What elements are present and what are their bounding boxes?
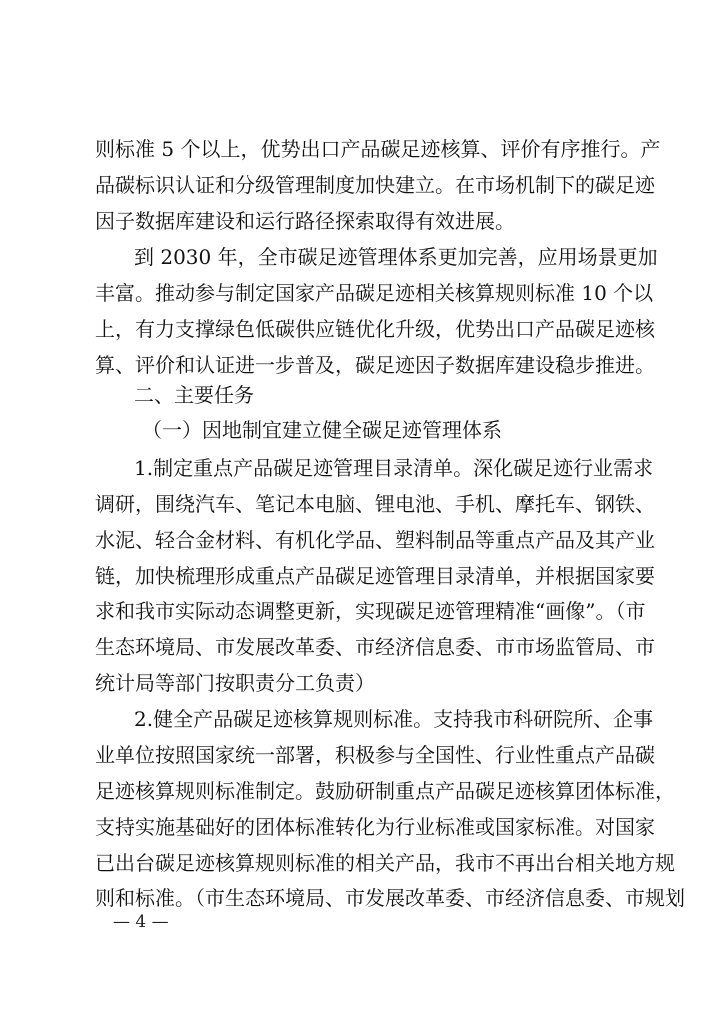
paragraph-first-line: 1.制定重点产品碳足迹管理目录清单。深化碳足迹行业需求 (134, 456, 654, 480)
body-line: 算、评价和认证进一步普及，碳足迹因子数据库建设稳步推进。 (95, 353, 655, 377)
page-number: — 4 — (113, 912, 169, 932)
body-line: 品碳标识认证和分级管理制度加快建立。在市场机制下的碳足迹 (95, 173, 655, 197)
body-line: 则标准 5 个以上，优势出口产品碳足迹核算、评价有序推行。产 (95, 137, 661, 161)
body-line: 足迹核算规则标准制定。鼓励研制重点产品碳足迹核算团体标准， (95, 779, 675, 803)
body-line: 求和我市实际动态调整更新，实现碳足迹管理精准“画像”。（市 (95, 599, 646, 623)
body-line: 生态环境局、市发展改革委、市经济信息委、市市场监管局、市 (95, 635, 655, 659)
paragraph-first-line: 2.健全产品碳足迹核算规则标准。支持我市科研院所、企事 (134, 707, 654, 731)
body-line: 统计局等部门按职责分工负责） (95, 671, 375, 695)
body-line: 上，有力支撑绿色低碳供应链优化升级，优势出口产品碳足迹核 (95, 317, 655, 341)
body-line: 丰富。推动参与制定国家产品碳足迹相关核算规则标准 10 个以 (95, 281, 654, 305)
paragraph-first-line: 到 2030 年，全市碳足迹管理体系更加完善，应用场景更加 (134, 245, 658, 269)
body-line: 支持实施基础好的团体标准转化为行业标准或国家标准。对国家 (95, 815, 655, 839)
section-heading: 二、主要任务 (134, 383, 254, 407)
subsection-heading: （一）因地制宜建立健全碳足迹管理体系 (142, 418, 502, 442)
body-line: 已出台碳足迹核算规则标准的相关产品，我市不再出台相关地方规 (95, 851, 675, 875)
body-line: 水泥、轻合金材料、有机化学品、塑料制品等重点产品及其产业 (95, 528, 655, 552)
body-line: 则和标准。（市生态环境局、市发展改革委、市经济信息委、市规划 (95, 886, 685, 910)
body-line: 链，加快梳理形成重点产品碳足迹管理目录清单，并根据国家要 (95, 564, 655, 588)
body-line: 业单位按照国家统一部署，积极参与全国性、行业性重点产品碳 (95, 743, 655, 767)
body-line: 因子数据库建设和运行路径探索取得有效进展。 (95, 209, 515, 233)
body-line: 调研，围绕汽车、笔记本电脑、锂电池、手机、摩托车、钢铁、 (95, 492, 655, 516)
